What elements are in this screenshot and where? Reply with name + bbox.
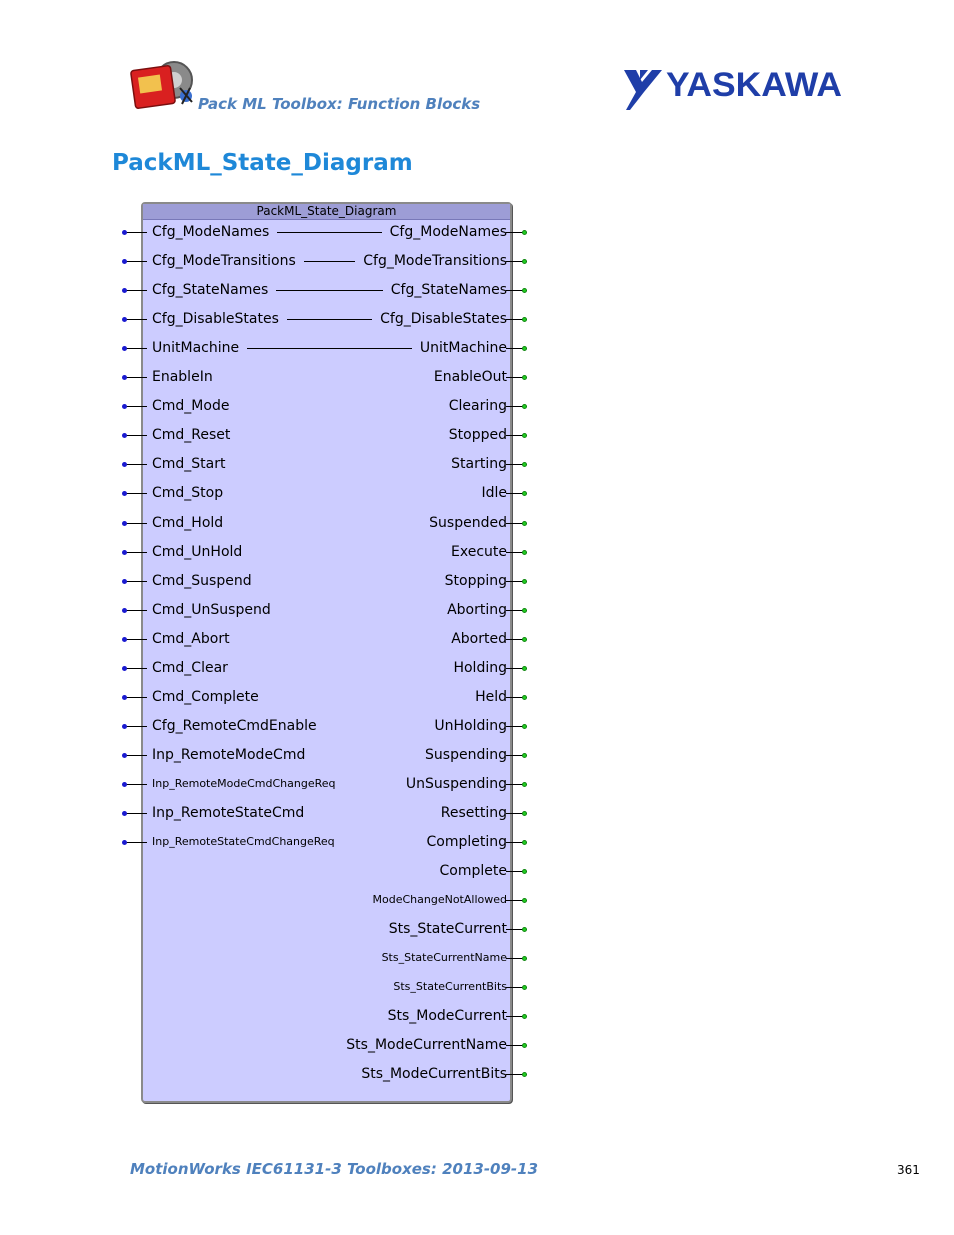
output-pin[interactable] bbox=[522, 550, 527, 555]
passthrough-link bbox=[247, 348, 412, 349]
input-pin[interactable] bbox=[122, 317, 127, 322]
output-pin-label: ModeChangeNotAllowed bbox=[372, 893, 507, 906]
output-pin[interactable] bbox=[522, 230, 527, 235]
function-block bbox=[141, 202, 512, 1103]
output-pin-label: Sts_StateCurrentBits bbox=[393, 980, 507, 993]
output-pin[interactable] bbox=[522, 724, 527, 729]
input-pin-wire bbox=[124, 232, 147, 233]
output-pin[interactable] bbox=[522, 753, 527, 758]
output-pin[interactable] bbox=[522, 288, 527, 293]
input-pin-label: Cmd_UnHold bbox=[152, 544, 243, 560]
input-pin-label: Cfg_ModeTransitions bbox=[152, 253, 296, 269]
input-pin-wire bbox=[124, 493, 147, 494]
output-pin[interactable] bbox=[522, 521, 527, 526]
input-pin-wire bbox=[124, 668, 147, 669]
output-pin-label: Resetting bbox=[440, 805, 507, 821]
input-pin-wire bbox=[124, 377, 147, 378]
input-pin[interactable] bbox=[122, 753, 127, 758]
output-pin[interactable] bbox=[522, 637, 527, 642]
function-block-title: PackML_State_Diagram bbox=[143, 204, 510, 220]
output-pin-label: UnHolding bbox=[434, 718, 507, 734]
output-pin-label: Holding bbox=[453, 660, 507, 676]
input-pin-wire bbox=[124, 610, 147, 611]
input-pin-wire bbox=[124, 726, 147, 727]
yaskawa-logo bbox=[622, 66, 844, 112]
output-pin[interactable] bbox=[522, 579, 527, 584]
input-pin-label: Cmd_Reset bbox=[152, 427, 231, 443]
input-pin[interactable] bbox=[122, 346, 127, 351]
output-pin[interactable] bbox=[522, 346, 527, 351]
output-pin[interactable] bbox=[522, 1072, 527, 1077]
input-pin-wire bbox=[124, 755, 147, 756]
footer-text: MotionWorks IEC61131-3 Toolboxes: 2013-09-13 bbox=[130, 1160, 539, 1178]
output-pin[interactable] bbox=[522, 840, 527, 845]
page-number: 361 bbox=[897, 1163, 920, 1177]
output-pin-label: Stopping bbox=[444, 573, 507, 589]
input-pin[interactable] bbox=[122, 375, 127, 380]
output-pin-label: Stopped bbox=[448, 427, 507, 443]
yaskawa-wordmark: YASKAWA bbox=[666, 66, 842, 104]
input-pin-wire bbox=[124, 813, 147, 814]
output-pin-label: Clearing bbox=[448, 398, 507, 414]
input-pin[interactable] bbox=[122, 666, 127, 671]
output-pin[interactable] bbox=[522, 695, 527, 700]
passthrough-link bbox=[276, 290, 383, 291]
output-pin[interactable] bbox=[522, 666, 527, 671]
passthrough-link bbox=[287, 319, 372, 320]
output-pin-label: Complete bbox=[439, 863, 507, 879]
header-subtitle: Pack ML Toolbox: Function Blocks bbox=[198, 95, 481, 113]
input-pin-wire bbox=[124, 464, 147, 465]
input-pin[interactable] bbox=[122, 433, 127, 438]
input-pin-label: Cfg_RemoteCmdEnable bbox=[152, 718, 317, 734]
input-pin-label: Cmd_Hold bbox=[152, 515, 224, 531]
input-pin[interactable] bbox=[122, 782, 127, 787]
input-pin-label: Cmd_Stop bbox=[152, 485, 224, 501]
output-pin-label: UnitMachine bbox=[419, 340, 507, 356]
passthrough-link bbox=[304, 261, 356, 262]
output-pin[interactable] bbox=[522, 608, 527, 613]
input-pin-label: Inp_RemoteModeCmd bbox=[152, 747, 306, 763]
output-pin-label: Sts_ModeCurrentName bbox=[346, 1037, 507, 1053]
input-pin-wire bbox=[124, 290, 147, 291]
input-pin-wire bbox=[124, 523, 147, 524]
input-pin[interactable] bbox=[122, 608, 127, 613]
input-pin[interactable] bbox=[122, 404, 127, 409]
input-pin-label: Cmd_Abort bbox=[152, 631, 230, 647]
pack-ml-toolbox-logo bbox=[130, 58, 198, 112]
output-pin-label: Aborting bbox=[447, 602, 507, 618]
input-pin[interactable] bbox=[122, 724, 127, 729]
output-pin-label: Idle bbox=[481, 485, 507, 501]
input-pin-label: Cfg_ModeNames bbox=[152, 224, 270, 240]
output-pin[interactable] bbox=[522, 927, 527, 932]
output-pin[interactable] bbox=[522, 433, 527, 438]
input-pin-wire bbox=[124, 261, 147, 262]
output-pin-label: EnableOut bbox=[433, 369, 507, 385]
input-pin-label: Inp_RemoteModeCmdChangeReq bbox=[152, 777, 336, 790]
input-pin-label: Inp_RemoteStateCmdChangeReq bbox=[152, 835, 335, 848]
output-pin[interactable] bbox=[522, 491, 527, 496]
page-title: PackML_State_Diagram bbox=[112, 150, 413, 176]
input-pin-label: Inp_RemoteStateCmd bbox=[152, 805, 305, 821]
output-pin[interactable] bbox=[522, 782, 527, 787]
input-pin[interactable] bbox=[122, 579, 127, 584]
input-pin[interactable] bbox=[122, 259, 127, 264]
input-pin[interactable] bbox=[122, 288, 127, 293]
input-pin-label: Cmd_Suspend bbox=[152, 573, 252, 589]
output-pin-label: Cfg_ModeTransitions bbox=[363, 253, 507, 269]
input-pin[interactable] bbox=[122, 811, 127, 816]
input-pin-wire bbox=[124, 639, 147, 640]
input-pin[interactable] bbox=[122, 521, 127, 526]
input-pin-label: Cmd_Mode bbox=[152, 398, 230, 414]
input-pin[interactable] bbox=[122, 230, 127, 235]
output-pin-label: Held bbox=[475, 689, 507, 705]
input-pin[interactable] bbox=[122, 550, 127, 555]
input-pin-label: Cmd_UnSuspend bbox=[152, 602, 271, 618]
output-pin[interactable] bbox=[522, 404, 527, 409]
output-pin-label: Suspending bbox=[425, 747, 507, 763]
input-pin-wire bbox=[124, 784, 147, 785]
output-pin[interactable] bbox=[522, 317, 527, 322]
input-pin-label: Cmd_Start bbox=[152, 456, 226, 472]
input-pin-wire bbox=[124, 842, 147, 843]
input-pin-label: Cfg_DisableStates bbox=[152, 311, 279, 327]
input-pin[interactable] bbox=[122, 695, 127, 700]
input-pin-label: UnitMachine bbox=[152, 340, 240, 356]
input-pin-wire bbox=[124, 581, 147, 582]
output-pin[interactable] bbox=[522, 956, 527, 961]
output-pin-label: Cfg_ModeNames bbox=[389, 224, 507, 240]
input-pin[interactable] bbox=[122, 840, 127, 845]
output-pin[interactable] bbox=[522, 985, 527, 990]
passthrough-link bbox=[277, 232, 381, 233]
output-pin-label: Sts_ModeCurrent bbox=[387, 1008, 507, 1024]
output-pin-label: Completing bbox=[426, 834, 507, 850]
input-pin[interactable] bbox=[122, 491, 127, 496]
output-pin[interactable] bbox=[522, 1014, 527, 1019]
output-pin[interactable] bbox=[522, 811, 527, 816]
input-pin[interactable] bbox=[122, 462, 127, 467]
input-pin-wire bbox=[124, 697, 147, 698]
output-pin-label: UnSuspending bbox=[405, 776, 507, 792]
output-pin[interactable] bbox=[522, 1043, 527, 1048]
output-pin[interactable] bbox=[522, 898, 527, 903]
input-pin-label: Cmd_Complete bbox=[152, 689, 259, 705]
output-pin[interactable] bbox=[522, 259, 527, 264]
input-pin-wire bbox=[124, 319, 147, 320]
output-pin-label: Sts_StateCurrentName bbox=[381, 951, 507, 964]
output-pin[interactable] bbox=[522, 462, 527, 467]
input-pin[interactable] bbox=[122, 637, 127, 642]
output-pin-label: Cfg_StateNames bbox=[390, 282, 507, 298]
output-pin-label: Aborted bbox=[451, 631, 507, 647]
output-pin[interactable] bbox=[522, 869, 527, 874]
output-pin-label: Sts_StateCurrent bbox=[388, 921, 507, 937]
output-pin-label: Suspended bbox=[429, 515, 507, 531]
output-pin-label: Starting bbox=[451, 456, 507, 472]
input-pin-wire bbox=[124, 435, 147, 436]
input-pin-label: Cfg_StateNames bbox=[152, 282, 269, 298]
input-pin-wire bbox=[124, 348, 147, 349]
input-pin-wire bbox=[124, 552, 147, 553]
input-pin-label: EnableIn bbox=[152, 369, 213, 385]
input-pin-wire bbox=[124, 406, 147, 407]
output-pin-label: Sts_ModeCurrentBits bbox=[361, 1066, 507, 1082]
output-pin-label: Execute bbox=[451, 544, 507, 560]
output-pin-label: Cfg_DisableStates bbox=[380, 311, 507, 327]
output-pin[interactable] bbox=[522, 375, 527, 380]
input-pin-label: Cmd_Clear bbox=[152, 660, 228, 676]
